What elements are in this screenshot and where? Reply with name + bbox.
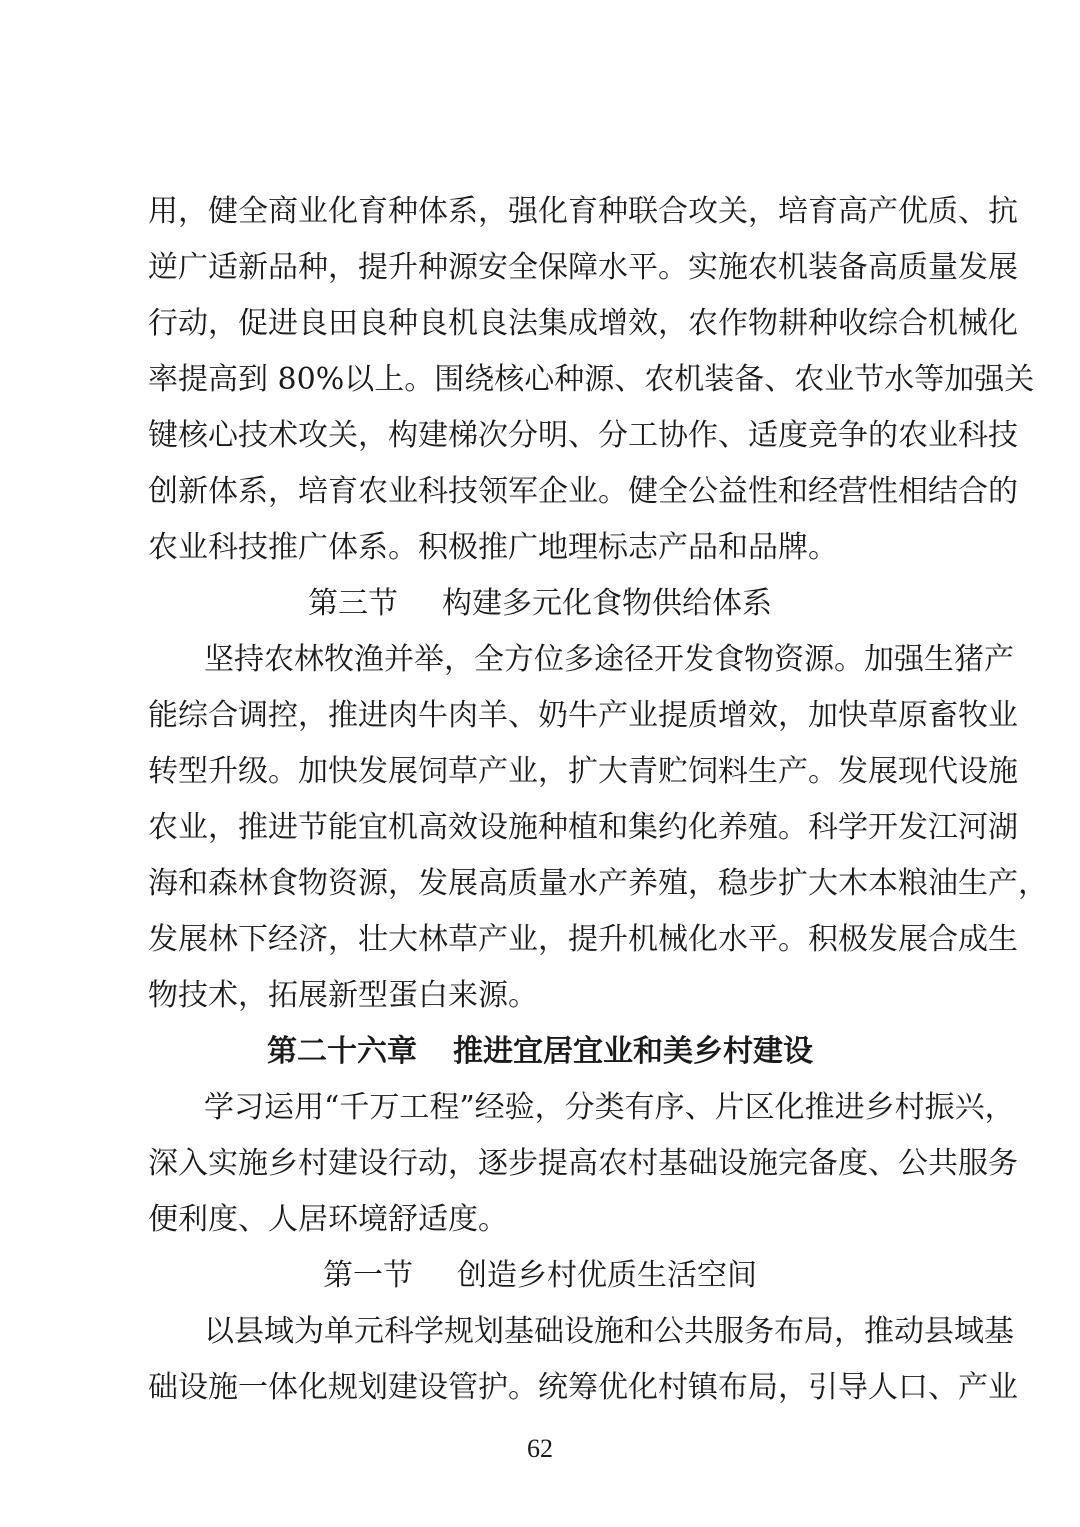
paragraph-line: 转型升级。加快发展饲草产业，扩大青贮饲料生产。发展现代设施: [148, 754, 1018, 789]
section-heading: [0, 584, 1080, 624]
paragraph-line: 深入实施乡村建设行动，逐步提高农村基础设施完备度、公共服务: [148, 1146, 1018, 1181]
paragraph-line: 逆广适新品种，提升种源安全保障水平。实施农机装备高质量发展: [148, 250, 1018, 285]
paragraph-line: 础设施一体化规划建设管护。统筹优化村镇布局，引导人口、产业: [148, 1370, 1018, 1405]
paragraph-line: 坚持农林牧渔并举，全方位多途径开发食物资源。加强生猪产: [204, 642, 1014, 677]
page-number: 62: [527, 1434, 553, 1463]
paragraph-line: 用，健全商业化育种体系，强化育种联合攻关，培育高产优质、抗: [148, 194, 1018, 229]
paragraph-line: 键核心技术攻关，构建梯次分明、分工协作、适度竞争的农业科技: [148, 418, 1018, 453]
paragraph-line: 能综合调控，推进肉牛肉羊、奶牛产业提质增效，加快草原畜牧业: [148, 698, 1018, 733]
section-title: 创造乡村优质生活空间: [457, 1258, 757, 1293]
chapter-number: 第二十六章: [267, 1034, 417, 1069]
paragraph-line: 行动，促进良田良种良机良法集成增效，农作物耕种收综合机械化: [148, 306, 1018, 341]
paragraph-line: 便利度、人居环境舒适度。: [148, 1202, 508, 1237]
paragraph-line: 物技术，拓展新型蛋白来源。: [148, 978, 538, 1013]
section-number: 第一节: [323, 1258, 413, 1293]
paragraph-line: 海和森林食物资源，发展高质量水产养殖，稳步扩大木本粮油生产，: [148, 866, 1048, 901]
chapter-title: 推进宜居宜业和美乡村建设: [453, 1034, 813, 1069]
paragraph-line: 创新体系，培育农业科技领军企业。健全公益性和经营性相结合的: [148, 474, 1018, 509]
paragraph-line: 率提高到 80%以上。围绕核心种源、农机装备、农业节水等加强关: [148, 362, 1035, 397]
paragraph-line: 农业，推进节能宜机高效设施种植和集约化养殖。科学开发江河湖: [148, 810, 1018, 845]
paragraph-line: 农业科技推广体系。积极推广地理标志产品和品牌。: [148, 530, 838, 565]
paragraph-line: 以县域为单元科学规划基础设施和公共服务布局，推动县域基: [204, 1314, 1014, 1349]
section-heading: [0, 1256, 1080, 1296]
paragraph-line: 发展林下经济，壮大林草产业，提升机械化水平。积极发展合成生: [148, 922, 1018, 957]
section-number: 第三节: [308, 586, 398, 621]
section-title: 构建多元化食物供给体系: [442, 586, 772, 621]
paragraph-line: 学习运用“千万工程”经验，分类有序、片区化推进乡村振兴，: [204, 1090, 1015, 1125]
chapter-heading: [0, 1032, 1080, 1072]
